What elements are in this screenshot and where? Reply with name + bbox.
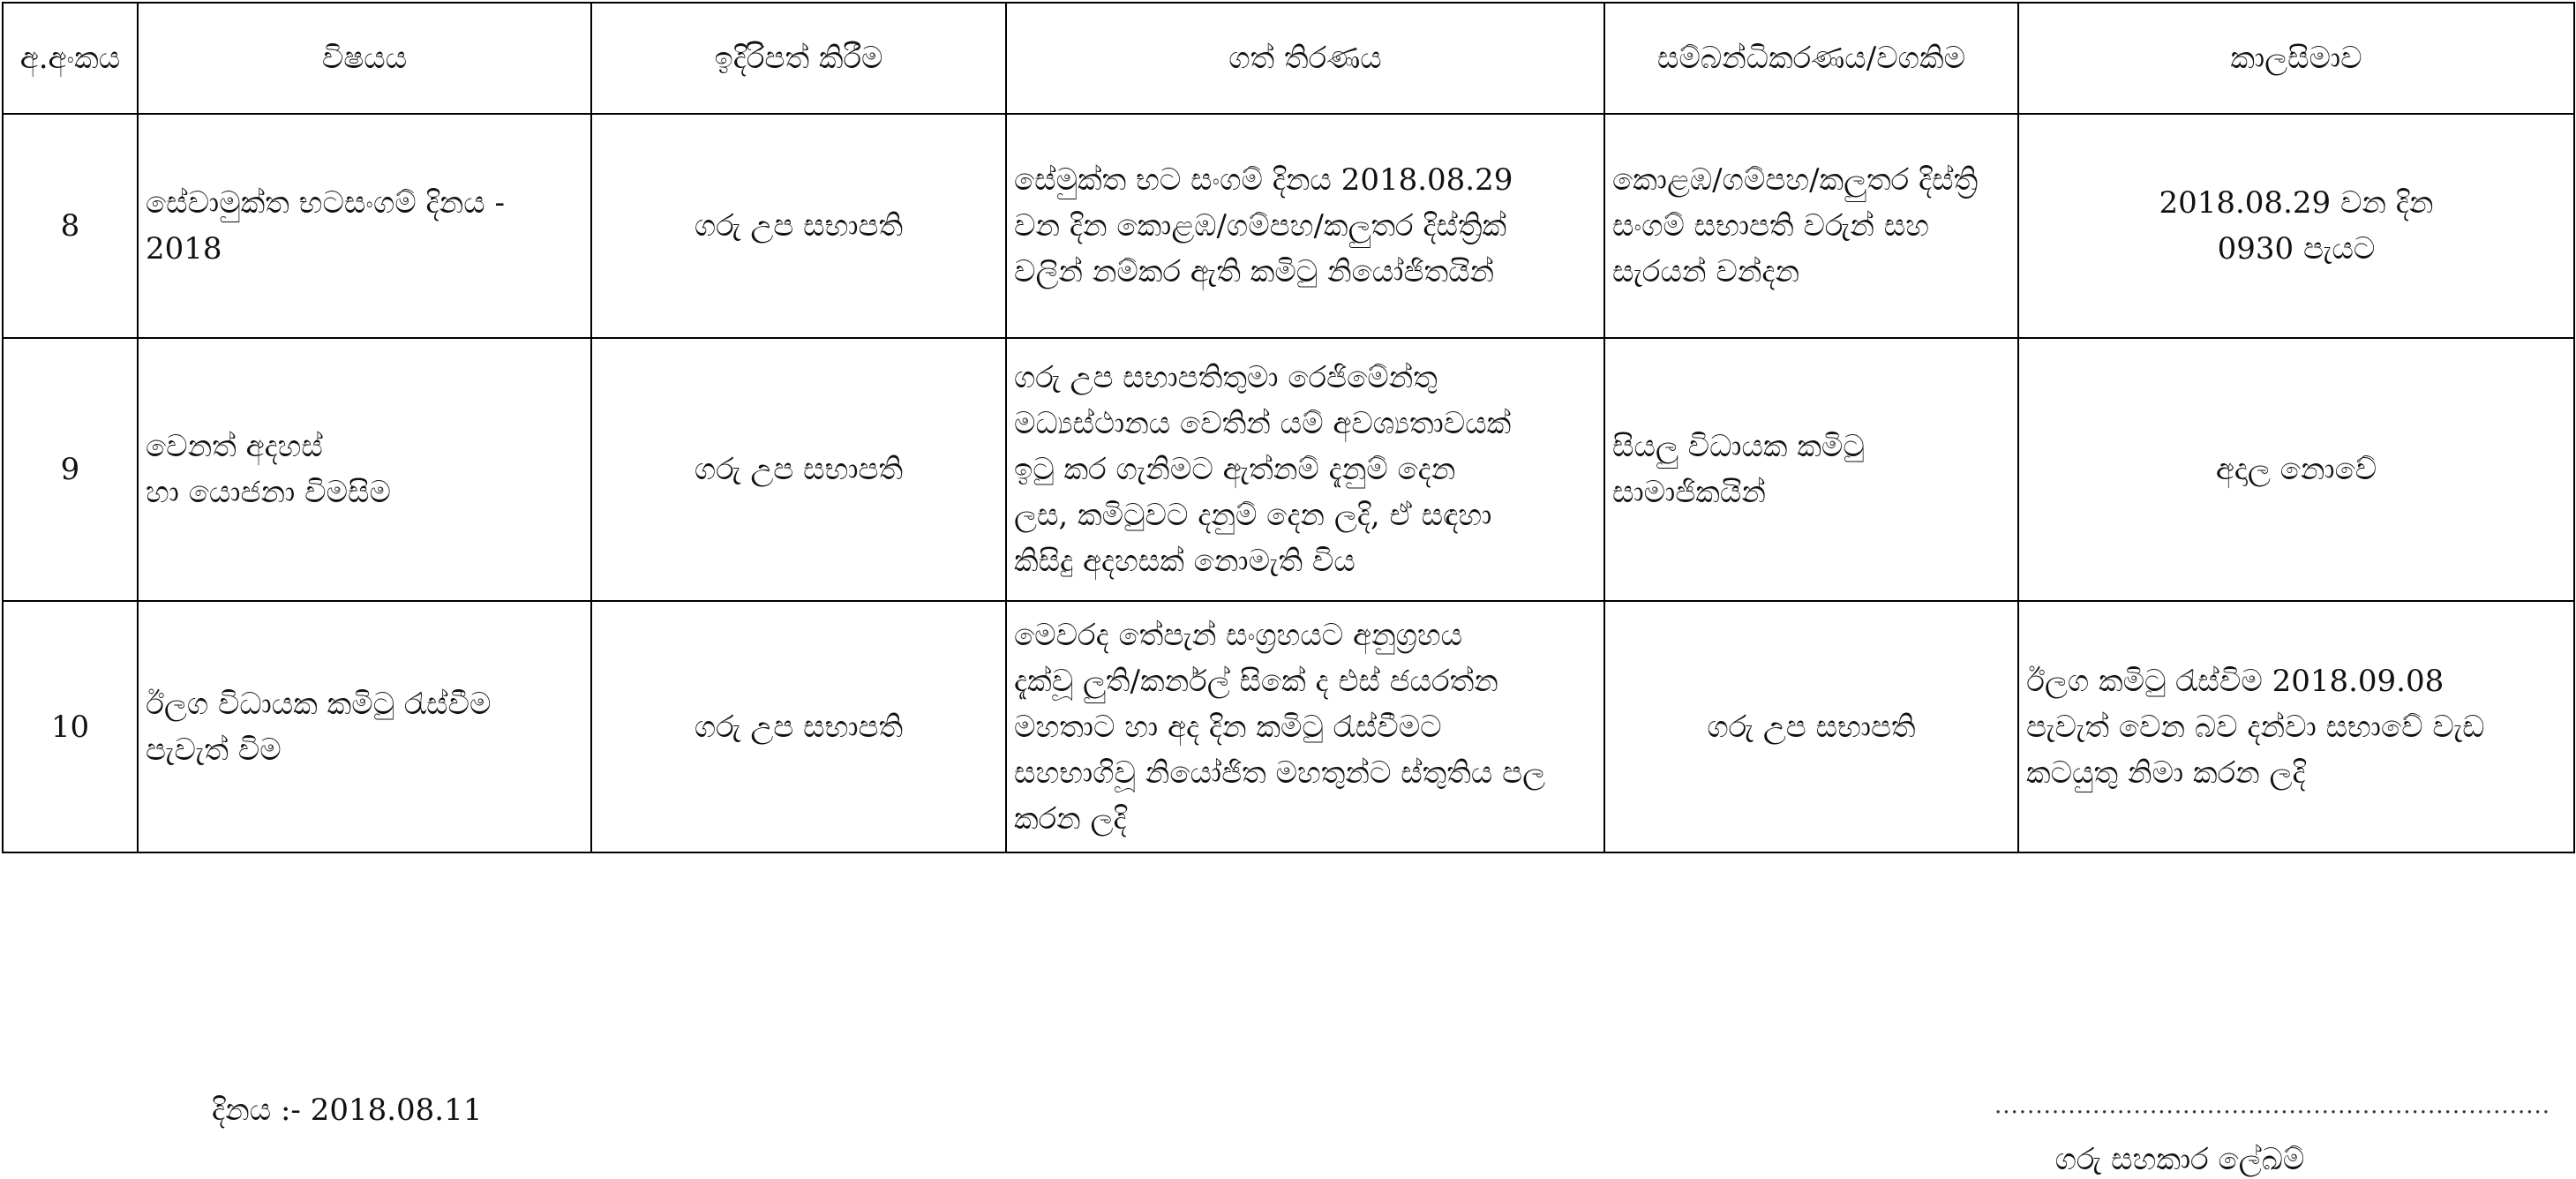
- cell-coordination: සියලු විධායක කමිටු සාමාජිකයින්: [1604, 338, 2018, 601]
- signature-line: ....................................................................: [1994, 1093, 2550, 1119]
- document-date: දිනය :- 2018.08.11: [212, 1093, 483, 1128]
- signature-block: [1994, 1093, 2550, 1179]
- header-item-number: අ.අංකය: [3, 3, 138, 114]
- table-row: [3, 114, 2574, 338]
- table-header-row: [3, 3, 2574, 114]
- cell-subject: වෙනත් අදහස් හා යොජනා විමසිම: [138, 338, 591, 601]
- cell-subject: ඊලග විධායක කමිටු රැස්වීම පැවැත් විම: [138, 601, 591, 852]
- cell-decision: සේමුක්ත භට සංගම් දිනය 2018.08.29 වන දින කොළඹ/ගම්පහ/කලුතර දිස්ත්‍රික් වලින් නම්කර ඇති කමිටු නියෝජිතයින්: [1006, 114, 1604, 338]
- cell-presented-by: ගරු උප සභාපති: [591, 114, 1006, 338]
- minutes-table: [2, 2, 2575, 853]
- cell-presented-by: ගරු උප සභාපති: [591, 601, 1006, 852]
- cell-timeframe: අදාල නොවේ: [2018, 338, 2574, 601]
- cell-item-number: 9: [3, 338, 138, 601]
- cell-coordination: කොළඹ/ගම්පහ/කලුතර දිස්ත්‍රි සංගම් සභාපති වරුන් සහ සැරයන් වන්දන: [1604, 114, 2018, 338]
- cell-decision: ගරු උප සභාපතිතුමා රෙජිමේන්තු මධ්‍යස්ථානය වෙතින් යම් අවශ්‍යතාවයක් ඉටු කර ගැනිමට ඇත්නම් දැනුම් දෙන ලස, කමිටුවට දනුම් දෙන ලදි, ඒ සඳහා කිසිදු අදහසක් නොමැති විය: [1006, 338, 1604, 601]
- cell-item-number: 10: [3, 601, 138, 852]
- cell-timeframe: 2018.08.29 වන දින 0930 පැයට: [2018, 114, 2574, 338]
- header-decision: ගත් තිරණය: [1006, 3, 1604, 114]
- header-timeframe: කාලසිමාව: [2018, 3, 2574, 114]
- cell-item-number: 8: [3, 114, 138, 338]
- cell-timeframe: ඊලග කමිටු රැස්විම 2018.09.08 පැවැත් වෙන බව දන්වා සභාවේ වැඩ කටයුතු නිමා කරන ලදි: [2018, 601, 2574, 852]
- cell-coordination: ගරු උප සභාපති: [1604, 601, 2018, 852]
- cell-presented-by: ගරු උප සභාපති: [591, 338, 1006, 601]
- cell-subject: සේවාමුක්ත භටසංගම් දිනය - 2018: [138, 114, 591, 338]
- table-row: [3, 601, 2574, 852]
- cell-decision: මෙවරද තේපැන් සංග්‍රහයට අනුග්‍රහය දැක්වූ ලුති/කර්නල් සිකේ ද එස් ජයරත්න මහතාට හා අද දින කමිටු රැස්වීමට සහභාගිවූ නියෝජිත මහතුන්ට ස්තුතිය පල කරන ලදි: [1006, 601, 1604, 852]
- header-presented-by: ඉදිරිපත් කිරීම: [591, 3, 1006, 114]
- table-row: [3, 338, 2574, 601]
- header-subject: විෂයය: [138, 3, 591, 114]
- header-coordination: සම්බන්ධිකරණය/වගකිම: [1604, 3, 2018, 114]
- signature-title: ගරු සහකාර ලේඛම්: [2054, 1142, 2305, 1177]
